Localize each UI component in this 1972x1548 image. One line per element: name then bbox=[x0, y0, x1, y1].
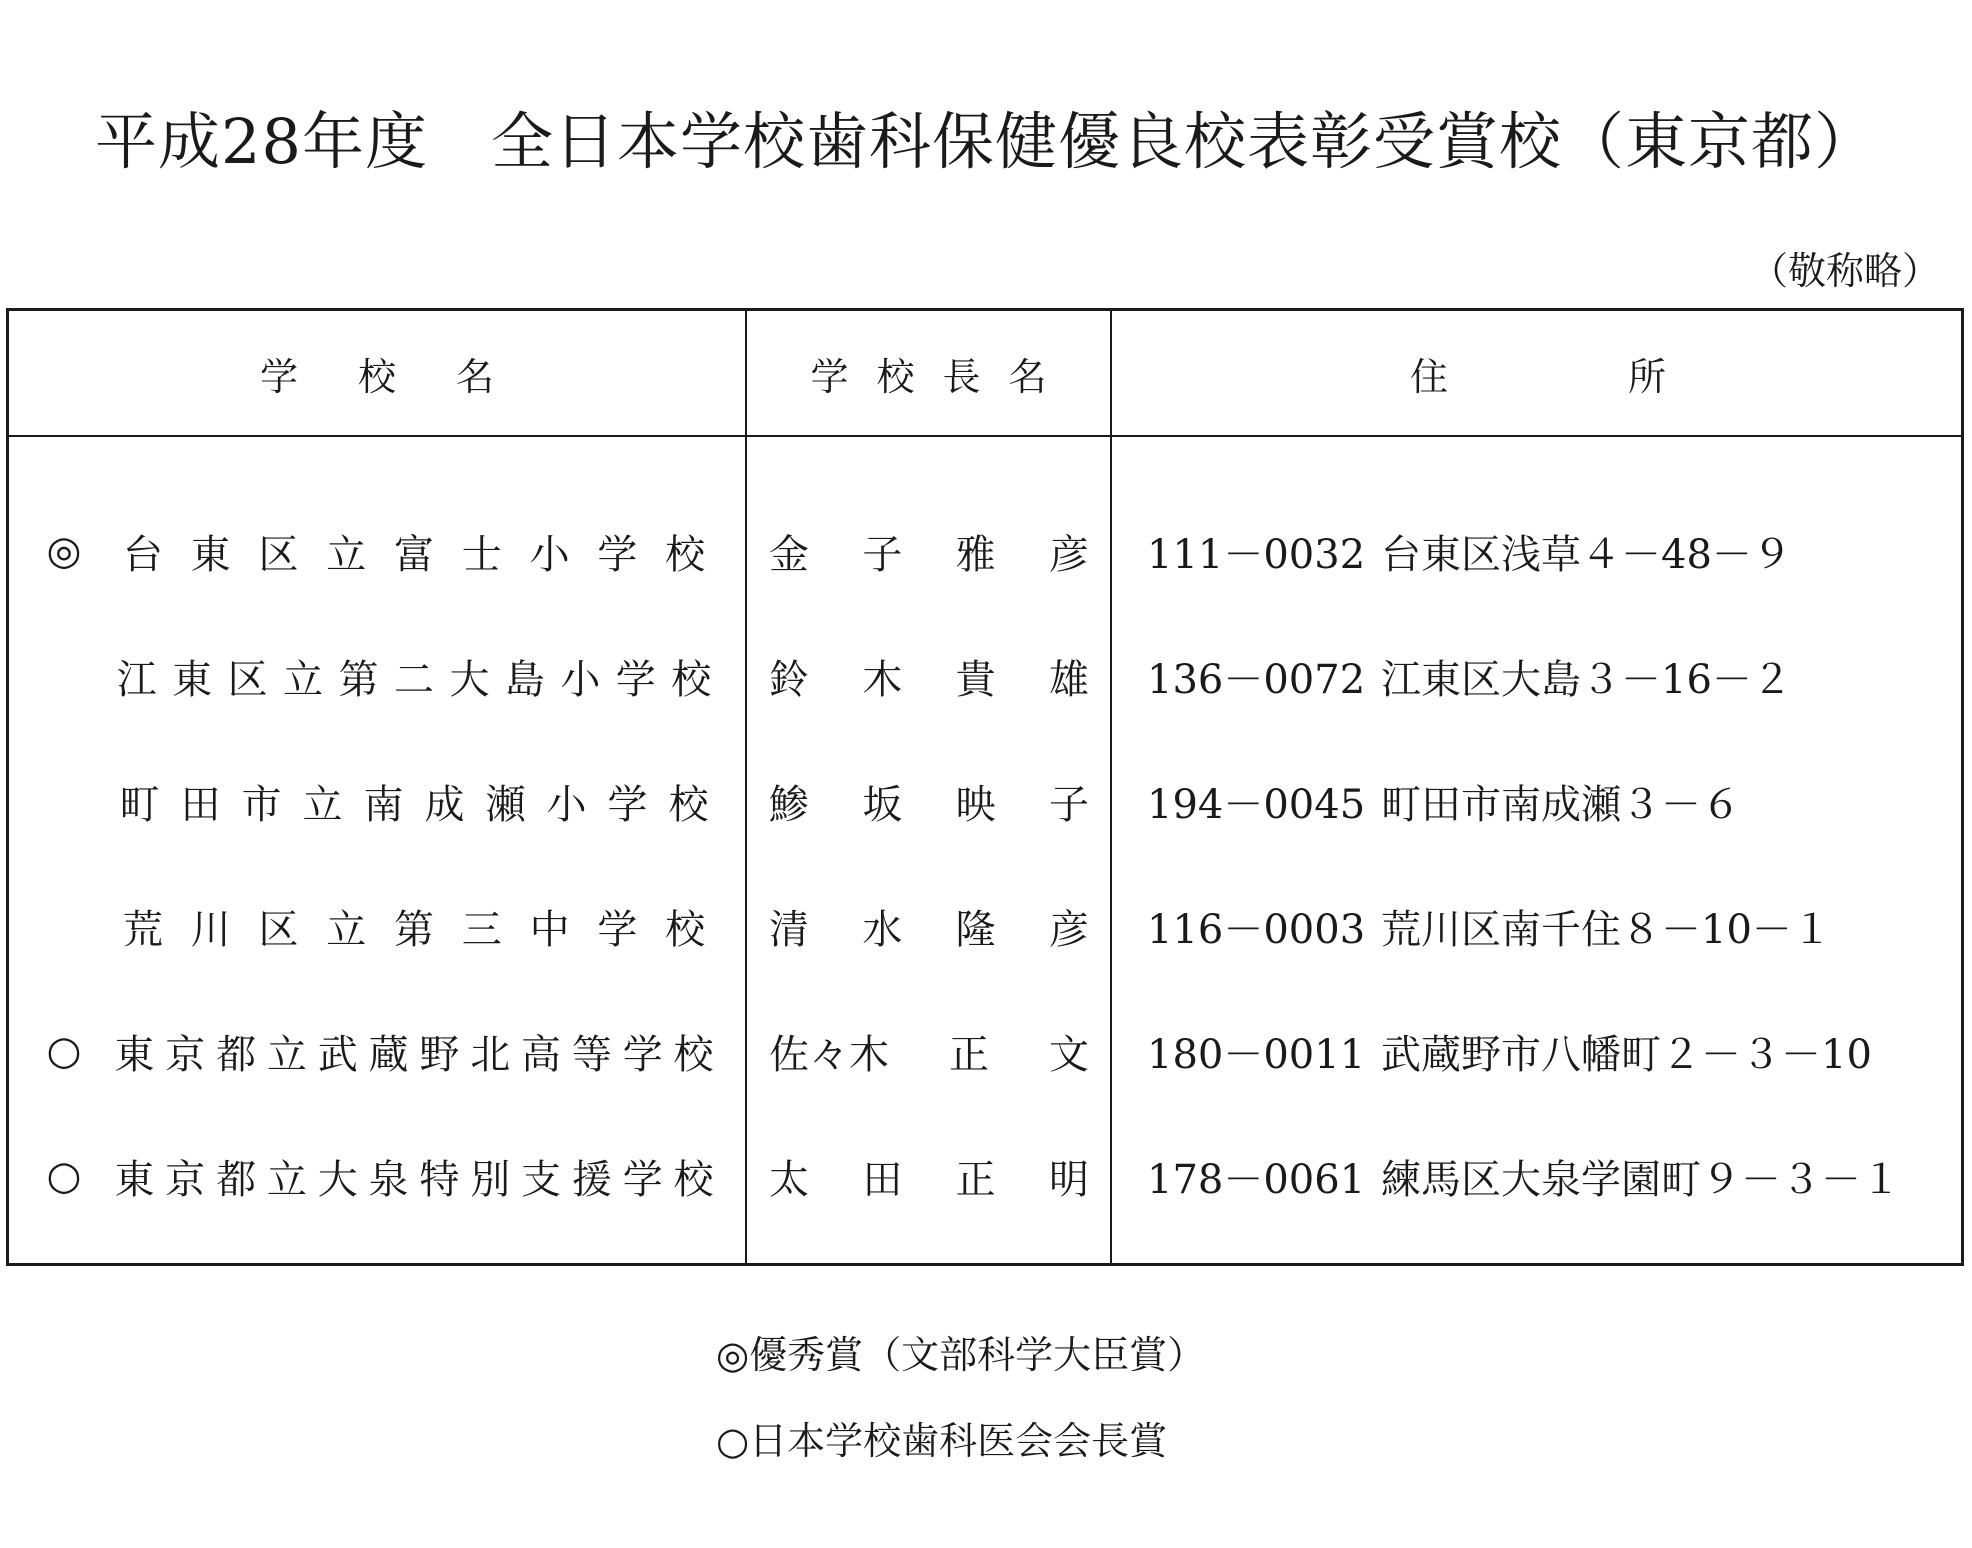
legend-president-award: ○日本学校歯科医会会長賞 bbox=[716, 1419, 1168, 1463]
school-name: 荒 川 区 立 第 三 中 学 校 bbox=[122, 906, 706, 953]
table-row bbox=[9, 521, 1961, 581]
award-mark bbox=[41, 771, 87, 831]
table-row bbox=[9, 771, 1961, 831]
legend-excellence-award: ◎優秀賞（文部科学大臣賞） bbox=[716, 1333, 1206, 1377]
principal-name: 清 水 隆 彦 bbox=[769, 906, 1089, 953]
postal-code: 116－0003 bbox=[1147, 906, 1366, 953]
postal-code: 111－0032 bbox=[1147, 531, 1366, 578]
honorific-note: （敬称略） bbox=[1749, 249, 1940, 293]
principal-name: 鯵 坂 映 子 bbox=[769, 781, 1089, 828]
school-address: 町田市南成瀬３－６ bbox=[1381, 781, 1741, 828]
school-name: 東 京 都 立 武 蔵 野 北 高 等 学 校 bbox=[114, 1031, 714, 1078]
postal-code: 180－0011 bbox=[1147, 1031, 1366, 1078]
table-row bbox=[9, 1021, 1961, 1081]
school-name: 町 田 市 立 南 成 瀬 小 学 校 bbox=[119, 781, 709, 828]
principal-name: 佐々木 正 文 bbox=[769, 1031, 1089, 1078]
header-principal-name: 学校長名 bbox=[810, 354, 1075, 399]
school-name: 台 東 区 立 富 士 小 学 校 bbox=[122, 531, 706, 578]
school-address: 武蔵野市八幡町２－３－10 bbox=[1381, 1031, 1872, 1078]
award-table bbox=[6, 308, 1964, 1266]
school-address: 荒川区南千住８－10－１ bbox=[1381, 906, 1832, 953]
header-address: 住所 bbox=[1409, 354, 1846, 399]
school-address: 台東区浅草４－48－９ bbox=[1381, 531, 1792, 578]
award-mark: ◎ bbox=[46, 528, 82, 574]
principal-name: 金 子 雅 彦 bbox=[769, 531, 1089, 578]
table-row bbox=[9, 646, 1961, 706]
table-row bbox=[9, 896, 1961, 956]
school-name: 東 京 都 立 大 泉 特 別 支 援 学 校 bbox=[114, 1156, 714, 1203]
table-row bbox=[9, 1146, 1961, 1206]
award-mark bbox=[41, 646, 87, 706]
postal-code: 136－0072 bbox=[1147, 656, 1366, 703]
award-mark: ○ bbox=[46, 1153, 82, 1199]
postal-code: 178－0061 bbox=[1147, 1156, 1366, 1203]
award-mark bbox=[41, 896, 87, 956]
principal-name: 太 田 正 明 bbox=[769, 1156, 1089, 1203]
principal-name: 鈴 木 貴 雄 bbox=[769, 656, 1089, 703]
header-divider bbox=[9, 435, 1961, 437]
header-school-name: 学校名 bbox=[259, 354, 554, 399]
school-address: 江東区大島３－16－２ bbox=[1381, 656, 1792, 703]
postal-code: 194－0045 bbox=[1147, 781, 1366, 828]
award-mark: ○ bbox=[46, 1028, 82, 1074]
school-address: 練馬区大泉学園町９－３－１ bbox=[1381, 1156, 1901, 1203]
page-title: 平成28年度 全日本学校歯科保健優良校表彰受賞校（東京都） bbox=[95, 105, 1877, 178]
school-name: 江 東 区 立 第 二 大 島 小 学 校 bbox=[116, 656, 712, 703]
